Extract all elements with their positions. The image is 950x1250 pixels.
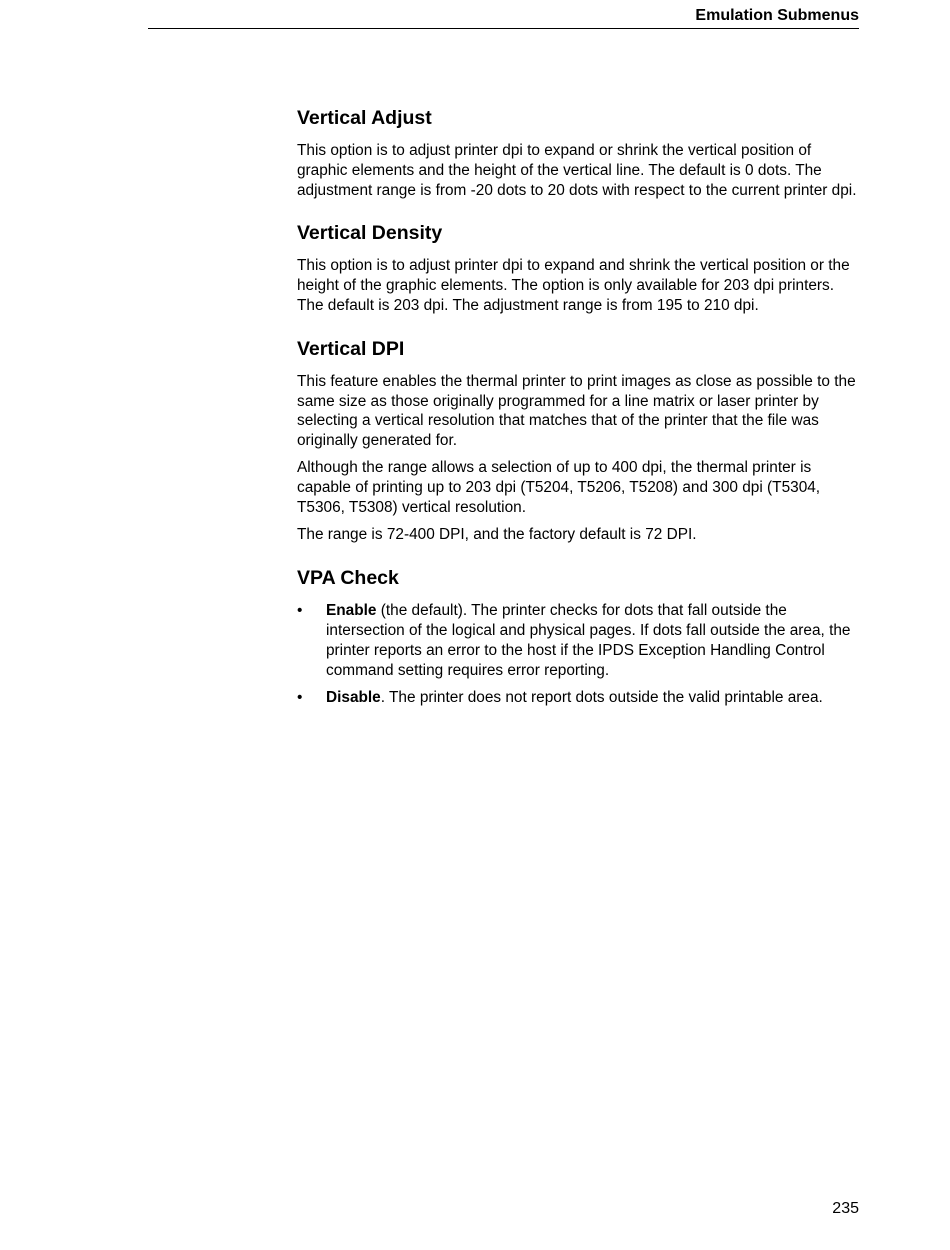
section-heading: VPA Check [297, 567, 399, 590]
page-number: 235 [832, 1200, 859, 1217]
bullet-item-disable [297, 688, 862, 708]
bullet-term: Enable [326, 602, 377, 620]
paragraph: This option is to adjust printer dpi to expand or shrink the vertical position of graphic elements and the height of the vertical line. The default is 0 dots. The adjustment range is from -20 dots to 20 dots with respect to the current printer dpi. [297, 142, 857, 199]
section-vertical-dpi [297, 336, 862, 545]
section-vertical-density [297, 220, 862, 315]
paragraph: This option is to adjust printer dpi to expand and shrink the vertical position or the height of the graphic elements. The option is only available for 203 dpi printers. The default is 203 dpi. The adjustment range is from 195 to 210 dpi. [297, 257, 850, 314]
running-header-title: Emulation Submenus [695, 7, 859, 24]
paragraph: This feature enables the thermal printer to print images as close as possible to the same size as those originally programmed for a line matrix or laser printer by selecting a vertical resolution that matches that of the printer that the file was originally generated for. [297, 372, 856, 450]
bullet-dot-icon: • [297, 688, 303, 706]
section-vertical-adjust [297, 105, 862, 200]
section-heading: Vertical Adjust [297, 107, 432, 129]
bullet-text: (the default). The printer checks for dots that fall outside the intersection of the logical and physical pages. If dots fall outside the area, the printer reports an error to the host if the IPDS Exception Handling Control command setting requires error reporting. [326, 602, 851, 679]
page-content [297, 105, 862, 728]
bullet-list [297, 601, 862, 707]
bullet-item-enable [297, 601, 862, 680]
bullet-dot-icon: • [297, 602, 303, 620]
paragraph: The range is 72-400 DPI, and the factory default is 72 DPI. [297, 526, 697, 544]
section-vpa-check [297, 565, 862, 707]
section-heading: Vertical Density [297, 222, 443, 245]
paragraph: Although the range allows a selection of up to 400 dpi, the thermal printer is capable of printing up to 203 dpi (T5204, T5206, T5208) and 300 dpi (T5304, T5306, T5308) vertical resolution. [297, 459, 821, 517]
bullet-text: . The printer does not report dots outside the valid printable area. [380, 688, 823, 706]
section-heading: Vertical DPI [297, 337, 405, 360]
running-header [148, 5, 859, 29]
bullet-term: Disable [326, 688, 381, 706]
